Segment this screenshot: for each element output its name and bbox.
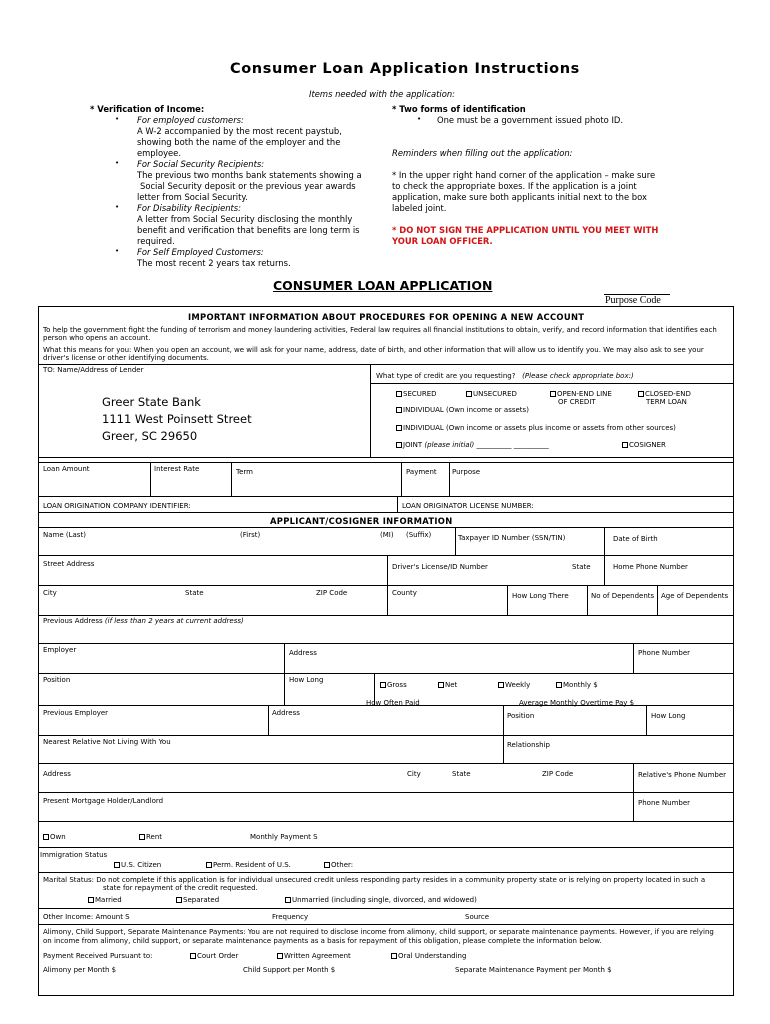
drivers-license-label: Driver's License/ID Number bbox=[392, 563, 488, 571]
other-income-label: Other Income: Amount S bbox=[43, 913, 130, 921]
disability-heading: For Disability Recipients: bbox=[137, 203, 241, 213]
employer-phone-label: Phone Number bbox=[638, 649, 691, 657]
source-label: Source bbox=[465, 913, 490, 921]
checkbox[interactable] bbox=[396, 425, 402, 431]
option-written-agreement[interactable] bbox=[277, 952, 351, 960]
option-label: INDIVIDUAL (Own income or assets) bbox=[403, 406, 529, 414]
divider bbox=[38, 585, 734, 586]
option-rent[interactable] bbox=[139, 833, 162, 841]
divider bbox=[38, 821, 734, 822]
pay-net[interactable] bbox=[438, 681, 457, 689]
option-label: INDIVIDUAL (Own income or assets plus income or assets from other sources) bbox=[403, 424, 676, 432]
prev-employer-address-label: Address bbox=[272, 709, 300, 717]
loan-amount-label: Loan Amount bbox=[43, 465, 90, 473]
option-perm-resident[interactable] bbox=[206, 861, 291, 869]
state-label: State bbox=[185, 589, 204, 597]
divider bbox=[38, 364, 734, 365]
option-open-end[interactable] bbox=[550, 390, 612, 398]
option-label: Separated bbox=[183, 896, 220, 904]
bullet-icon: • bbox=[115, 159, 120, 167]
checkbox[interactable] bbox=[277, 953, 283, 959]
relationship-label: Relationship bbox=[507, 741, 550, 749]
bullet-icon: • bbox=[417, 115, 422, 123]
lender-name: Greer State Bank bbox=[102, 395, 201, 409]
option-label: Court Order bbox=[197, 952, 239, 960]
option-individual-plus[interactable] bbox=[396, 424, 676, 432]
relative-state-label: State bbox=[452, 770, 471, 778]
divider bbox=[401, 462, 402, 496]
option-label: Weekly bbox=[505, 681, 531, 689]
immigration-label: Immigration Status bbox=[40, 851, 108, 859]
mortgage-holder-label: Present Mortgage Holder/Landlord bbox=[43, 797, 164, 805]
option-secured[interactable] bbox=[396, 390, 437, 398]
frequency-label: Frequency bbox=[272, 913, 309, 921]
checkbox[interactable] bbox=[190, 953, 196, 959]
option-label: Unmarried (including single, divorced, and widowed) bbox=[292, 896, 477, 904]
interest-rate-label: Interest Rate bbox=[154, 465, 200, 473]
reminder-line: labeled joint. bbox=[392, 203, 447, 213]
checkbox[interactable] bbox=[324, 862, 330, 868]
relative-phone-label: Relative's Phone Number bbox=[638, 771, 727, 779]
age-dependents-label: Age of Dependents bbox=[661, 592, 729, 600]
applicant-heading: APPLICANT/COSIGNER INFORMATION bbox=[270, 516, 453, 526]
divider bbox=[370, 364, 371, 457]
divider bbox=[38, 457, 734, 458]
avg-overtime-label: Average Monthly Overtime Pay $ bbox=[519, 699, 635, 707]
option-label: Perm. Resident of U.S. bbox=[213, 861, 291, 869]
employer-label: Employer bbox=[43, 646, 77, 654]
option-married[interactable] bbox=[88, 896, 122, 904]
divider bbox=[455, 527, 456, 555]
joint-initial-blanks[interactable]: __________ __________ bbox=[476, 441, 549, 449]
divider bbox=[38, 496, 734, 497]
lender-city: Greer, SC 29650 bbox=[102, 429, 198, 443]
disability-line: benefit and verification that benefits are long term is bbox=[137, 225, 360, 235]
reminder-line: application, make sure both applicants initial next to the box bbox=[392, 192, 647, 202]
divider bbox=[38, 462, 734, 463]
divider bbox=[38, 872, 734, 873]
checkbox[interactable] bbox=[396, 391, 402, 397]
bullet-icon: • bbox=[115, 203, 120, 211]
sign-warning: YOUR LOAN OFFICER. bbox=[392, 236, 493, 246]
mortgage-phone-label: Phone Number bbox=[638, 799, 691, 807]
employed-heading: For employed customers: bbox=[137, 115, 244, 125]
option-label: UNSECURED bbox=[473, 390, 517, 398]
option-label: Written Agreement bbox=[284, 952, 351, 960]
option-label: Own bbox=[50, 833, 66, 841]
monthly-payment-label: Monthly Payment S bbox=[250, 833, 318, 841]
page-title: Consumer Loan Application Instructions bbox=[230, 61, 580, 77]
self-employed-line: The most recent 2 years tax returns. bbox=[137, 258, 291, 268]
name-mi-label: (MI) bbox=[380, 531, 394, 539]
divider bbox=[503, 705, 504, 763]
option-label: Married bbox=[95, 896, 122, 904]
employed-line: showing both the name of the employer and the bbox=[137, 137, 341, 147]
option-label: Monthly $ bbox=[563, 681, 598, 689]
payment-received-label: Payment Received Pursuant to: bbox=[43, 952, 153, 960]
items-needed: Items needed with the application: bbox=[309, 89, 456, 99]
prev-address-label bbox=[43, 617, 244, 625]
checkbox[interactable] bbox=[391, 953, 397, 959]
relative-zip-label: ZIP Code bbox=[542, 770, 574, 778]
checkbox[interactable] bbox=[176, 897, 182, 903]
ss-heading: For Social Security Recipients: bbox=[137, 159, 265, 169]
divider bbox=[231, 462, 232, 496]
option-label: Gross bbox=[387, 681, 407, 689]
checkbox[interactable] bbox=[88, 897, 94, 903]
dob-label: Date of Birth bbox=[613, 535, 658, 543]
divider bbox=[38, 924, 734, 925]
pay-weekly[interactable] bbox=[498, 681, 530, 689]
payment-label: Payment bbox=[406, 468, 437, 476]
name-suffix-label: (Suffix) bbox=[406, 531, 432, 539]
checkbox[interactable] bbox=[206, 862, 212, 868]
prev-employer-label: Previous Employer bbox=[43, 709, 109, 717]
reminder-line: * In the upper right hand corner of the application – make sure bbox=[392, 170, 656, 180]
option-own[interactable] bbox=[43, 833, 66, 841]
checkbox[interactable] bbox=[638, 391, 644, 397]
divider bbox=[38, 735, 734, 736]
option-label: JOINT bbox=[403, 441, 423, 449]
divider bbox=[604, 527, 605, 555]
lender-street: 1111 West Poinsett Street bbox=[102, 412, 252, 426]
important-paragraph: What this means for you: When you open an account, we will ask for your name, address, date of birth, and other information that will allow us to identify you. We may also ask to see your bbox=[43, 346, 704, 354]
city-label: City bbox=[43, 589, 57, 597]
employed-line: A W-2 accompanied by the most recent paystub, bbox=[137, 126, 342, 136]
prev-address-text: Previous Address bbox=[43, 617, 103, 625]
option-label: CLOSED-END bbox=[645, 390, 691, 398]
credit-question bbox=[376, 372, 634, 380]
lender-label: TO: Name/Address of Lender bbox=[43, 366, 144, 374]
divider bbox=[657, 585, 658, 615]
reminder-line: to check the appropriate boxes. If the application is a joint bbox=[392, 181, 637, 191]
option-label: COSIGNER bbox=[629, 441, 666, 449]
divider bbox=[284, 643, 285, 705]
divider bbox=[449, 462, 450, 496]
option-other[interactable] bbox=[324, 861, 353, 869]
alimony-text: on income from alimony, child support, or separate maintenance payments as a basis for repayment of this obligation, please complete the information below. bbox=[43, 937, 602, 945]
bullet-icon: • bbox=[115, 115, 120, 123]
checkbox[interactable] bbox=[550, 391, 556, 397]
checkbox[interactable] bbox=[396, 407, 402, 413]
term-label: Term bbox=[236, 468, 253, 476]
num-dependents-label: No of Dependents bbox=[591, 592, 655, 600]
option-unmarried[interactable] bbox=[285, 896, 477, 904]
option-label: U.S. Citizen bbox=[121, 861, 162, 869]
name-first-label: (First) bbox=[240, 531, 261, 539]
position-label: Position bbox=[43, 676, 71, 684]
checkbox[interactable] bbox=[622, 442, 628, 448]
marital-status-text: state for repayment of the credit requested. bbox=[103, 884, 258, 892]
divider bbox=[268, 705, 269, 735]
loan-orig-license-label: LOAN ORIGINATOR LICENSE NUMBER: bbox=[402, 502, 534, 510]
prev-address-hint: (if less than 2 years at current address) bbox=[104, 617, 244, 625]
disability-line: A letter from Social Security disclosing the monthly bbox=[137, 214, 353, 224]
checkbox[interactable] bbox=[556, 682, 562, 688]
child-support-month-label: Child Support per Month $ bbox=[243, 966, 336, 974]
divider bbox=[507, 585, 508, 615]
employed-line: employee. bbox=[137, 148, 182, 158]
zip-label: ZIP Code bbox=[316, 589, 348, 597]
divider bbox=[38, 643, 734, 644]
important-paragraph: driver's license or other identifying documents. bbox=[43, 354, 209, 362]
sign-warning: * DO NOT SIGN THE APPLICATION UNTIL YOU MEET WITH bbox=[392, 225, 659, 235]
option-individual[interactable] bbox=[396, 406, 529, 414]
checkbox[interactable] bbox=[380, 682, 386, 688]
alimony-month-label: Alimony per Month $ bbox=[43, 966, 117, 974]
option-joint[interactable] bbox=[396, 441, 549, 449]
relative-address-label: Address bbox=[43, 770, 71, 778]
checkbox[interactable] bbox=[285, 897, 291, 903]
self-employed-heading: For Self Employed Customers: bbox=[137, 247, 264, 257]
employer-address-label: Address bbox=[289, 649, 317, 657]
divider bbox=[38, 847, 734, 848]
purpose-code-label: Purpose Code bbox=[605, 295, 661, 306]
prev-position-label: Position bbox=[507, 712, 535, 720]
important-paragraph: To help the government fight the funding of terrorism and money laundering activities, Federal law requires all financial institutions to obtain, verify, and record information that identifies each bbox=[43, 326, 717, 334]
important-heading: IMPORTANT INFORMATION ABOUT PROCEDURES FOR OPENING A NEW ACCOUNT bbox=[188, 312, 585, 322]
checkbox[interactable] bbox=[498, 682, 504, 688]
marital-status-text: Marital Status: Do not complete if this application is for individual unsecured credit unless responding party resides in a community property state or is relying on property located in such a bbox=[43, 876, 706, 884]
ss-line: The previous two months bank statements showing a bbox=[137, 170, 362, 180]
checkbox[interactable] bbox=[396, 442, 402, 448]
checkbox[interactable] bbox=[466, 391, 472, 397]
sep-maint-month-label: Separate Maintenance Payment per Month $ bbox=[455, 966, 612, 974]
option-us-citizen[interactable] bbox=[114, 861, 161, 869]
option-label: Net bbox=[445, 681, 458, 689]
ss-line: Social Security deposit or the previous year awards bbox=[140, 181, 356, 191]
credit-question-text: What type of credit are you requesting? bbox=[376, 372, 516, 380]
name-last-label: Name (Last) bbox=[43, 531, 86, 539]
option-label: OPEN-END LINE bbox=[557, 390, 612, 398]
option-label: Oral Understanding bbox=[398, 952, 467, 960]
bullet-icon: • bbox=[115, 247, 120, 255]
alimony-text: Alimony, Child Support, Separate Maintenance Payments: You are not required to disclose income from alimony, child support, or separate maintenance payments. However, if you are relying bbox=[43, 928, 714, 936]
option-oral-understanding[interactable] bbox=[391, 952, 466, 960]
identification-heading: * Two forms of identification bbox=[392, 104, 526, 114]
prev-how-long-label: How Long bbox=[651, 712, 686, 720]
checkbox[interactable] bbox=[43, 834, 49, 840]
ss-line: letter from Social Security. bbox=[137, 192, 248, 202]
divider bbox=[38, 705, 734, 706]
relative-city-label: City bbox=[407, 770, 421, 778]
home-phone-label: Home Phone Number bbox=[613, 563, 688, 571]
divider bbox=[397, 496, 398, 512]
option-label: SECURED bbox=[403, 390, 437, 398]
checkbox[interactable] bbox=[114, 862, 120, 868]
pay-monthly[interactable] bbox=[556, 681, 598, 689]
checkbox[interactable] bbox=[139, 834, 145, 840]
option-court-order[interactable] bbox=[190, 952, 238, 960]
option-label: Other: bbox=[331, 861, 354, 869]
option-closed-end[interactable] bbox=[638, 390, 691, 398]
street-label: Street Address bbox=[43, 560, 95, 568]
divider bbox=[604, 555, 605, 585]
taxpayer-id-label: Taxpayer ID Number (SSN/TIN) bbox=[458, 534, 566, 542]
divider bbox=[38, 555, 734, 556]
divider bbox=[38, 908, 734, 909]
divider bbox=[370, 383, 734, 384]
how-long-there-label: How Long There bbox=[512, 592, 569, 600]
divider bbox=[150, 462, 151, 496]
loan-orig-company-label: LOAN ORIGINATION COMPANY IDENTIFIER: bbox=[43, 502, 191, 510]
disability-line: required. bbox=[137, 236, 175, 246]
dl-state-label: State bbox=[572, 563, 591, 571]
how-long-label: How Long bbox=[289, 676, 324, 684]
identification-item: One must be a government issued photo ID. bbox=[437, 115, 624, 125]
divider bbox=[38, 527, 734, 528]
verification-heading: * Verification of Income: bbox=[90, 104, 205, 114]
divider bbox=[646, 705, 647, 735]
option-unsecured[interactable] bbox=[466, 390, 517, 398]
option-open-end-l2: OF CREDIT bbox=[558, 398, 596, 406]
joint-hint: (please initial) bbox=[424, 441, 475, 449]
credit-hint: (Please check appropriate box:) bbox=[522, 372, 634, 380]
pay-gross[interactable] bbox=[380, 681, 407, 689]
important-paragraph: person who opens an account. bbox=[43, 334, 151, 342]
how-often-paid-label: How Often Paid bbox=[366, 699, 420, 707]
divider bbox=[38, 792, 734, 793]
divider bbox=[633, 643, 634, 673]
nearest-relative-label: Nearest Relative Not Living With You bbox=[43, 738, 171, 746]
option-separated[interactable] bbox=[176, 896, 219, 904]
option-cosigner[interactable] bbox=[622, 441, 666, 449]
divider bbox=[38, 763, 734, 764]
application-title: CONSUMER LOAN APPLICATION bbox=[273, 278, 493, 293]
divider bbox=[587, 585, 588, 615]
county-label: County bbox=[392, 589, 417, 597]
purpose-label: Purpose bbox=[452, 468, 481, 476]
option-closed-end-l2: TERM LOAN bbox=[646, 398, 687, 406]
divider bbox=[38, 512, 734, 513]
reminders-heading: Reminders when filling out the application: bbox=[392, 148, 573, 158]
divider bbox=[38, 673, 734, 674]
checkbox[interactable] bbox=[438, 682, 444, 688]
option-label: Rent bbox=[146, 833, 163, 841]
divider bbox=[38, 615, 734, 616]
